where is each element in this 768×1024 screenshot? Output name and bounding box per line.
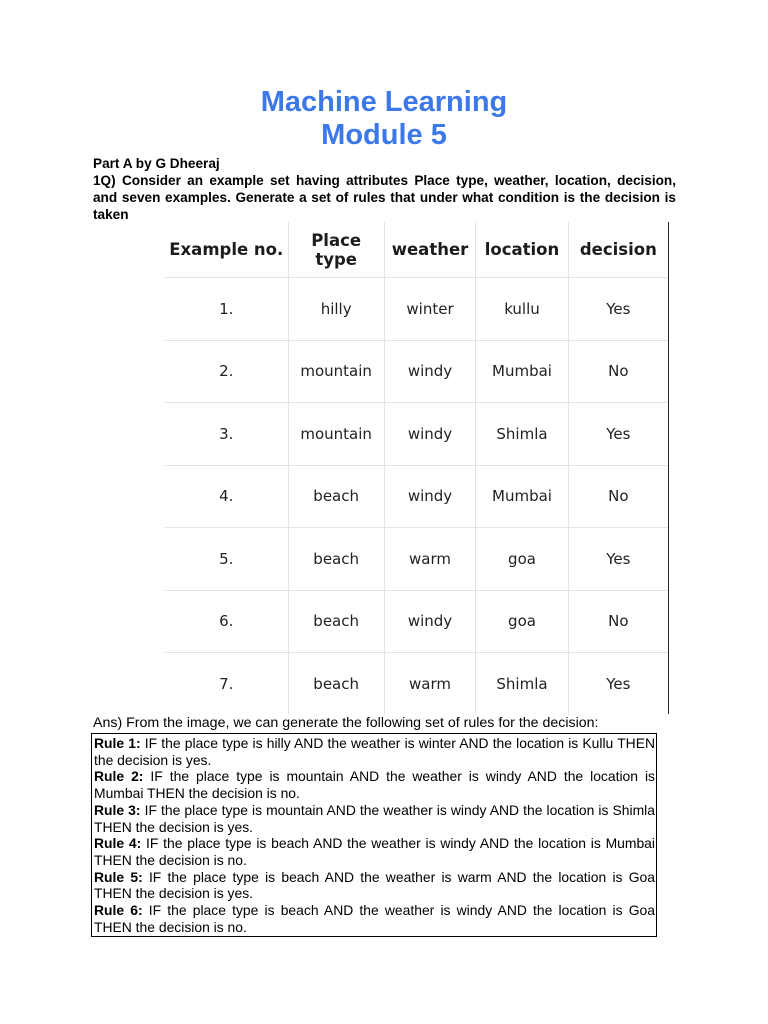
question-text: 1Q) Consider an example set having attributes Place type, weather, location, decision, and seven examples. Generate a set of rules that under what condition is the decision is taken [93,173,676,222]
cell-location: goa [476,528,568,591]
rule-label: Rule 6: [94,902,143,919]
header-weather: weather [384,222,476,278]
answer-intro: Ans) From the image, we can generate the following set of rules for the decision: [93,715,599,731]
rule-text: IF the place type is mountain AND the weather is windy AND the location is Shimla THEN the decision is yes. [94,801,655,835]
question-block [93,155,676,223]
rule-3 [94,802,655,835]
cell-example-no: 1. [165,278,288,341]
rule-label: Rule 4: [94,835,142,852]
table-row [165,278,668,341]
cell-weather: windy [384,340,476,403]
rule-label: Rule 5: [94,868,143,885]
cell-place-type: mountain [288,403,384,466]
document-title [0,86,768,152]
rule-6 [94,902,655,935]
author-line: Part A by G Dheeraj [93,156,220,171]
cell-location: Mumbai [476,340,568,403]
cell-location: goa [476,590,568,653]
rule-5 [94,869,655,902]
cell-weather: warm [384,653,476,715]
cell-example-no: 4. [165,465,288,528]
cell-decision: Yes [568,278,668,341]
cell-place-type: mountain [288,340,384,403]
cell-location: Mumbai [476,465,568,528]
cell-weather: winter [384,278,476,341]
rule-label: Rule 3: [94,801,141,818]
cell-decision: No [568,465,668,528]
rule-4 [94,835,655,868]
rules-box [91,733,657,937]
header-place-type: Place type [288,222,384,278]
rule-text: IF the place type is beach AND the weather is warm AND the location is Goa THEN the decision is yes. [94,868,655,902]
cell-example-no: 6. [165,590,288,653]
cell-location: Shimla [476,403,568,466]
header-example-no: Example no. [165,222,288,278]
rule-text: IF the place type is hilly AND the weather is winter AND the location is Kullu THEN the decision is yes. [94,735,656,768]
table-row [165,340,668,403]
cell-decision: No [568,340,668,403]
cell-weather: windy [384,590,476,653]
title-line-2: Module 5 [321,119,447,151]
cell-location: kullu [476,278,568,341]
cell-decision: No [568,590,668,653]
cell-decision: Yes [606,674,631,693]
rule-label: Rule 1: [94,735,141,751]
cell-weather: windy [384,403,476,466]
table-row [165,590,668,653]
table-row [165,403,668,466]
cell-example-no: 2. [165,340,288,403]
cell-weather: windy [384,465,476,528]
rule-text: IF the place type is beach AND the weather is windy AND the location is Mumbai THEN the decision is no. [94,835,655,868]
header-location: location [476,222,568,278]
title-line-1: Machine Learning [260,86,508,118]
table-header-row [165,222,668,278]
rule-1 [94,735,655,768]
cell-example-no: 7. [165,653,288,715]
header-decision: decision [568,222,668,278]
cell-decision: Yes [568,403,668,466]
rule-text: IF the place type is mountain AND the weather is windy AND the location is Mumbai THEN the decision is no. [94,768,656,802]
examples-table [165,222,668,715]
rule-2 [94,768,655,801]
rule-text: IF the place type is beach AND the weather is windy AND the location is Goa THEN the decision is no. [94,902,655,935]
cell-place-type: beach [288,465,384,528]
cell-decision: Yes [568,528,668,591]
examples-table-wrapper [165,222,669,714]
cell-example-no: 5. [165,528,288,591]
table-row [165,465,668,528]
cell-location: Shimla [476,653,568,715]
rule-label: Rule 2: [94,768,144,785]
cell-place-type: beach [288,528,384,591]
table-row [165,528,668,591]
cell-place-type: hilly [288,278,384,341]
cell-weather: warm [384,528,476,591]
cell-place-type: beach [288,653,384,715]
cell-place-type: beach [288,590,384,653]
table-row [165,653,668,715]
cell-example-no: 3. [165,403,288,466]
